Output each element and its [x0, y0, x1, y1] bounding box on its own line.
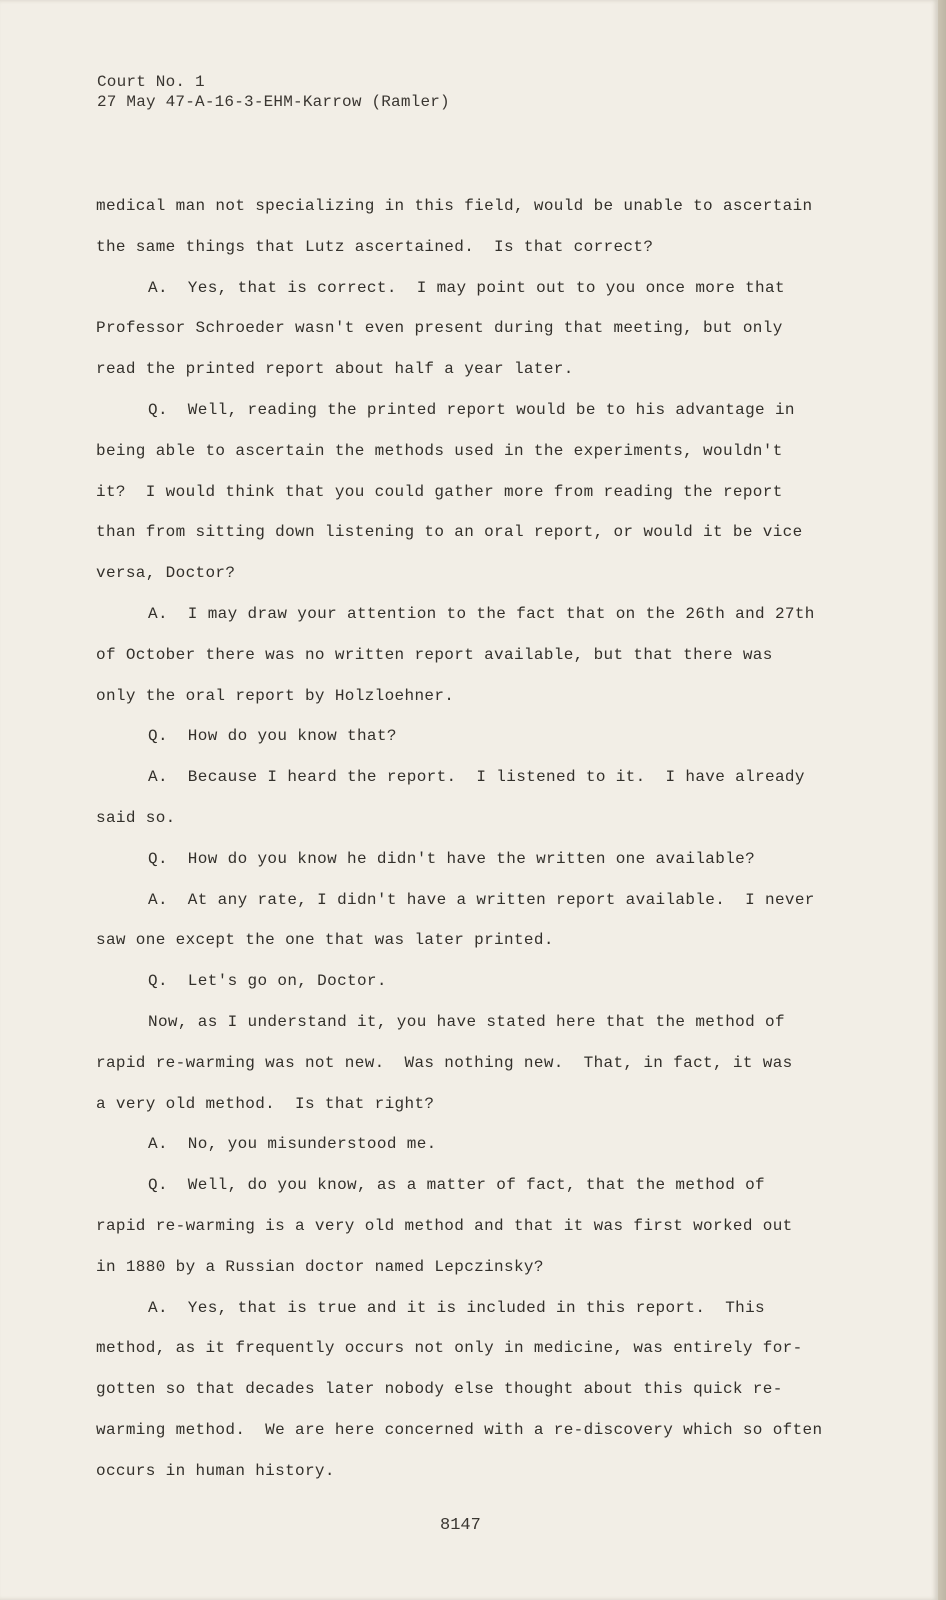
question-line: Q. Let's go on, Doctor. — [148, 972, 387, 991]
text-line: of October there was no written report available, but that there was — [96, 645, 773, 664]
text-line: than from sitting down listening to an oral report, or would it be vice — [96, 523, 803, 542]
text-line: being able to ascertain the methods used in the experiments, wouldn't — [96, 441, 783, 460]
page-number: 8147 — [440, 1516, 481, 1535]
page-edge — [938, 0, 946, 1600]
text-line: warming method. We are here concerned with a re-discovery which so often — [96, 1420, 823, 1439]
text-line: only the oral report by Holzloehner. — [96, 686, 455, 705]
question-line: Q. How do you know that? — [148, 727, 397, 746]
text-line: versa, Doctor? — [96, 564, 236, 583]
text-line: in 1880 by a Russian doctor named Lepczinsky? — [96, 1257, 544, 1276]
transcript-header — [97, 72, 450, 112]
text-line: read the printed report about half a year later. — [96, 360, 574, 379]
answer-line: A. Because I heard the report. I listened to it. I have already — [148, 768, 805, 787]
text-line: rapid re-warming was not new. Was nothing new. That, in fact, it was — [96, 1053, 793, 1072]
text-line: medical man not specializing in this field, would be unable to ascertain — [96, 197, 813, 215]
transcript-body — [96, 186, 856, 1492]
text-line: it? I would think that you could gather more from reading the report — [96, 482, 783, 501]
question-line: Q. How do you know he didn't have the written one available? — [148, 849, 756, 868]
text-line: occurs in human history. — [96, 1461, 335, 1480]
court-label: Court No. 1 — [97, 73, 205, 91]
text-line: a very old method. Is that right? — [96, 1094, 435, 1113]
answer-line: A. At any rate, I didn't have a written report available. I never — [148, 890, 815, 909]
session-label: 27 May 47-A-16-3-EHM-Karrow (Ramler) — [97, 93, 450, 111]
question-line: Q. Well, reading the printed report would be to his advantage in — [148, 400, 795, 419]
answer-line: A. Yes, that is correct. I may point out to you once more that — [148, 278, 785, 297]
answer-line: A. No, you misunderstood me. — [148, 1135, 437, 1154]
text-line: said so. — [96, 808, 176, 827]
text-line: Professor Schroeder wasn't even present during that meeting, but only — [96, 319, 783, 338]
text-line: method, as it frequently occurs not only in medicine, was entirely for- — [96, 1339, 803, 1358]
answer-line: A. Yes, that is true and it is included in this report. This — [148, 1298, 765, 1317]
question-line: Q. Well, do you know, as a matter of fact, that the method of — [148, 1176, 765, 1195]
answer-line: A. I may draw your attention to the fact that on the 26th and 27th — [148, 604, 815, 623]
text-line: rapid re-warming is a very old method and that it was first worked out — [96, 1216, 793, 1235]
text-line: Now, as I understand it, you have stated here that the method of — [148, 1012, 785, 1031]
text-line: gotten so that decades later nobody else thought about this quick re- — [96, 1380, 783, 1399]
text-line: the same things that Lutz ascertained. Is that correct? — [96, 237, 654, 256]
text-line: saw one except the one that was later printed. — [96, 931, 554, 950]
